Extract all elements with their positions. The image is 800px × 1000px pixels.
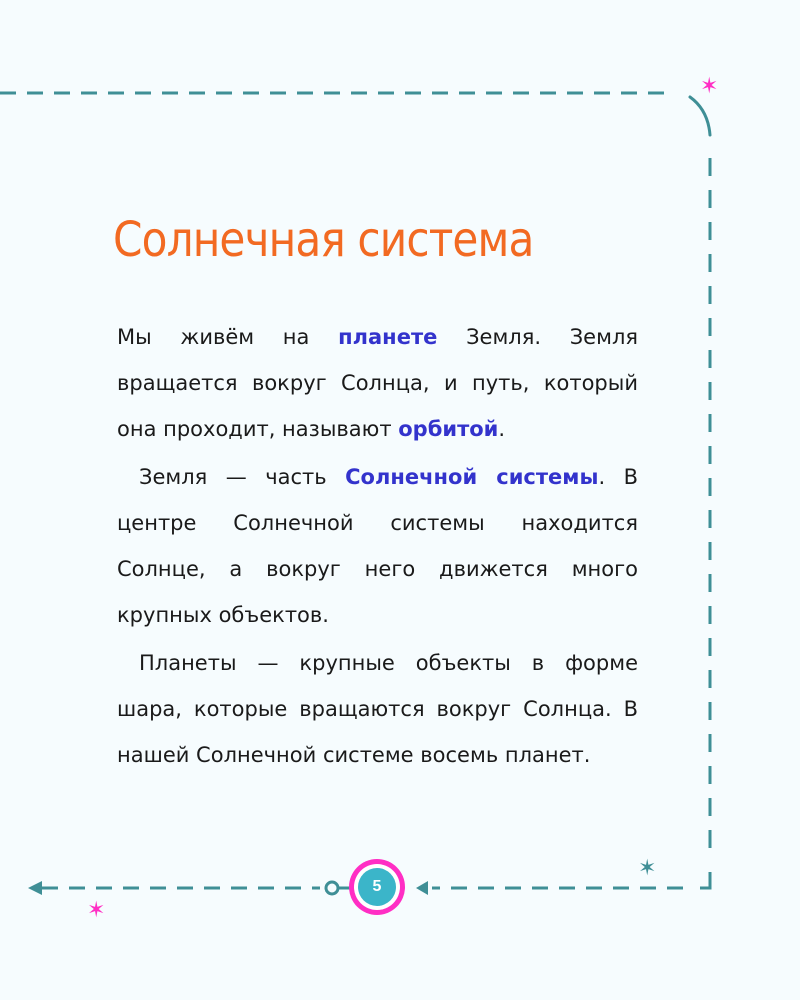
star-icon-bottom-left: ✶ xyxy=(87,898,106,923)
arrow-right-icon xyxy=(416,881,428,895)
paragraph-2 xyxy=(117,454,638,638)
term-solar-system: Солнечной системы xyxy=(345,465,599,489)
paragraph-3 xyxy=(117,640,638,778)
paragraph-text: Земля — часть xyxy=(139,465,346,489)
page-number-badge xyxy=(349,859,405,915)
page-number: 5 xyxy=(358,868,396,906)
circle-node-icon xyxy=(326,882,338,894)
star-icon-top-right: ✶ xyxy=(700,74,719,99)
paragraph-text: Планеты — крупные объекты в форме шара, которые вращаются вокруг Солнца. В нашей Солнечной системе восемь планет. xyxy=(117,651,638,767)
body-text xyxy=(117,314,638,780)
paragraph-text: . xyxy=(498,417,506,441)
paragraph-text: . В центре Солнечной системы находится Солнце, а вокруг него движется много крупных объектов. xyxy=(117,465,639,627)
paragraph-text: Мы живём на xyxy=(117,325,339,349)
term-planet: планете xyxy=(338,325,438,349)
page-title: Солнечная система xyxy=(113,212,534,268)
paragraph-text: Земля. Земля вращается вокруг Солнца, и путь, который она проходит, называют xyxy=(117,325,639,441)
page-number-ring xyxy=(354,864,400,910)
star-icon-bottom-right: ✶ xyxy=(638,856,657,881)
arrow-left-icon xyxy=(28,881,42,895)
frame-corner-curve xyxy=(690,97,710,135)
paragraph-1 xyxy=(117,314,638,452)
term-orbit: орбитой xyxy=(398,417,499,441)
frame-bottom-right-corner xyxy=(700,872,710,888)
